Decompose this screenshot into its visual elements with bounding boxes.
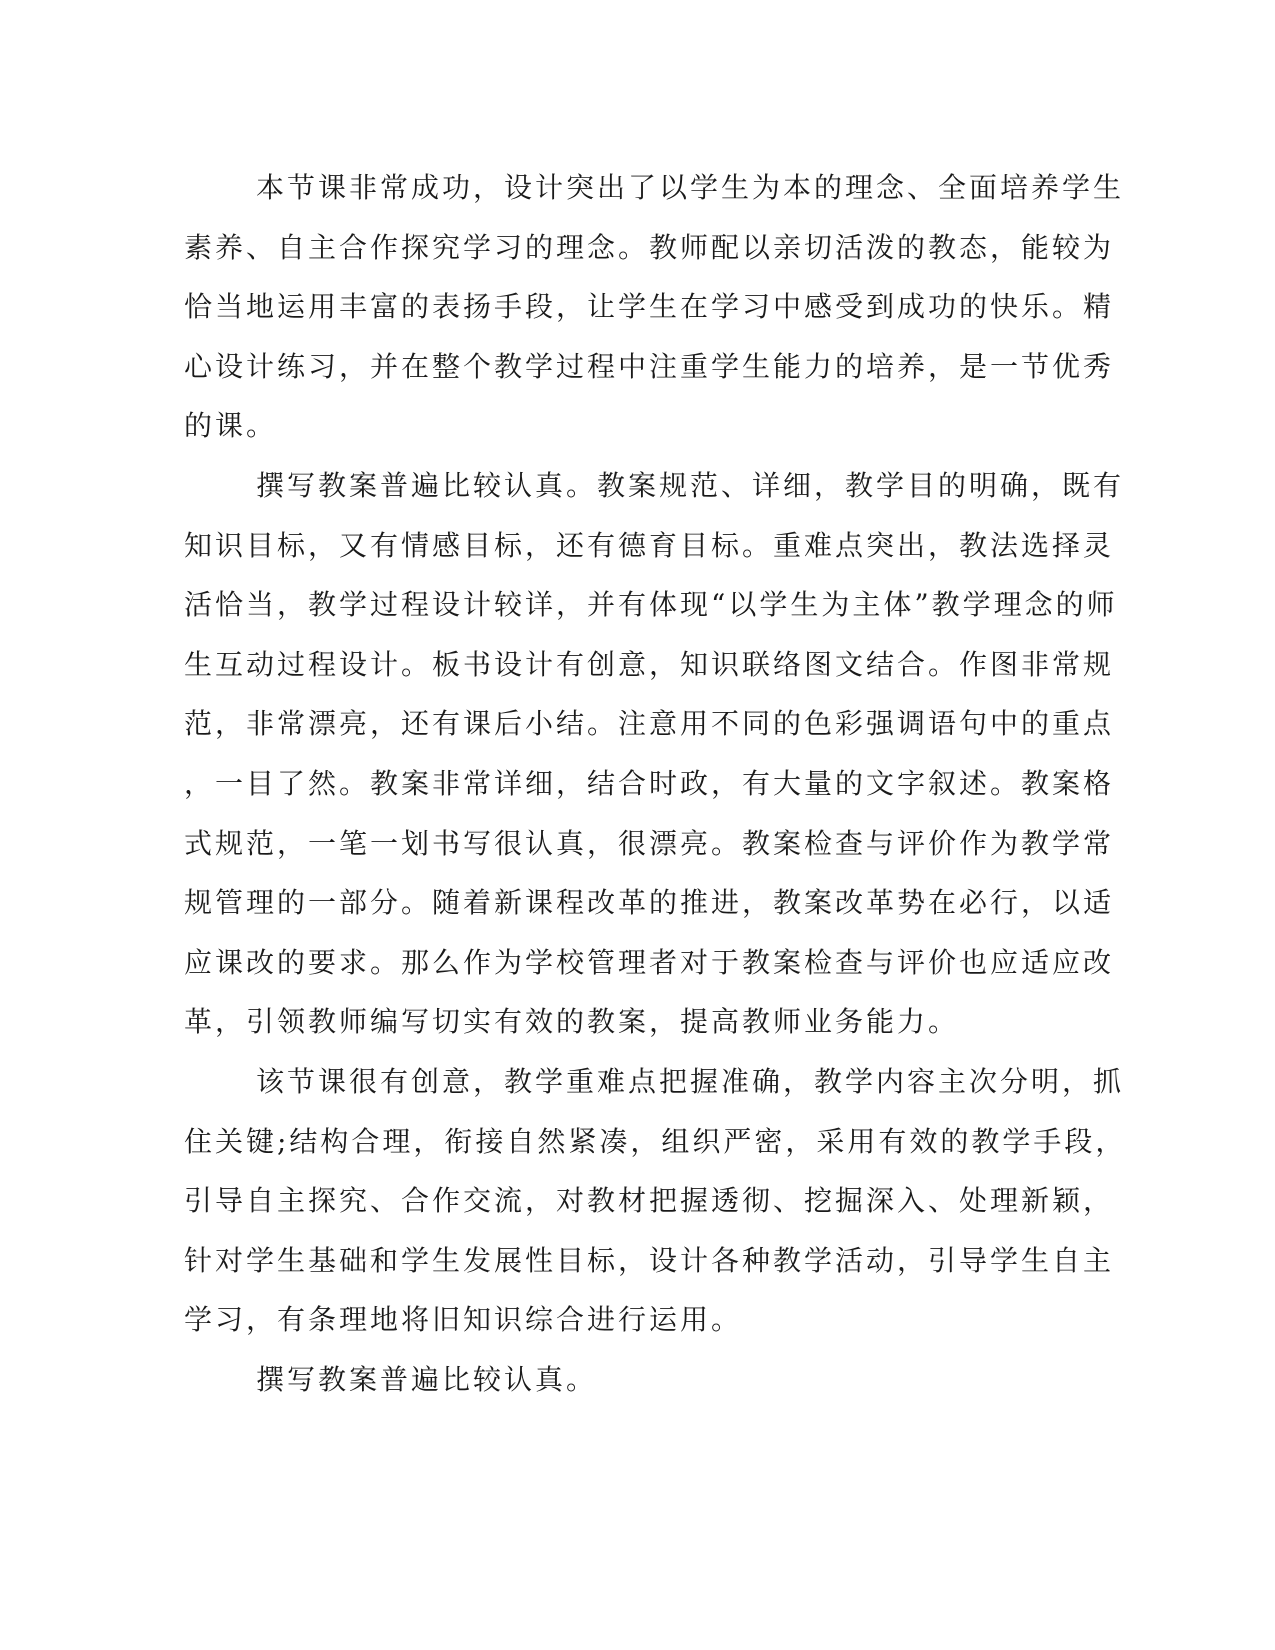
paragraph-4 bbox=[184, 1350, 1044, 1410]
text-line: 学习，有条理地将旧知识综合进行运用。 bbox=[184, 1303, 743, 1337]
text-line: 的课。 bbox=[184, 409, 278, 443]
text-line: 知识目标，又有情感目标，还有德育目标。重难点突出，教法选择灵 bbox=[184, 528, 1115, 562]
text-line: 撰写教案普遍比较认真。教案规范、详细，教学目的明确，既有 bbox=[256, 468, 1125, 502]
text-line: 式规范，一笔一划书写很认真，很漂亮。教案检查与评价作为教学常 bbox=[184, 826, 1115, 860]
text-line: 恰当地运用丰富的表扬手段，让学生在学习中感受到成功的快乐。精 bbox=[184, 290, 1115, 324]
text-line: 针对学生基础和学生发展性目标，设计各种教学活动，引导学生自主 bbox=[184, 1243, 1115, 1277]
text-line: 生互动过程设计。板书设计有创意，知识联络图文结合。作图非常规 bbox=[184, 647, 1115, 681]
text-line: 本节课非常成功，设计突出了以学生为本的理念、全面培养学生 bbox=[256, 171, 1125, 204]
paragraph-2 bbox=[184, 456, 1125, 1052]
text-line: 活恰当，教学过程设计较详，并有体现“以学生为主体”教学理念的师 bbox=[184, 588, 1118, 622]
text-line: 该节课很有创意，教学重难点把握准确，教学内容主次分明，抓 bbox=[256, 1064, 1125, 1098]
paragraph-3 bbox=[184, 1052, 1127, 1350]
text-line: 引导自主探究、合作交流，对教材把握透彻、挖掘深入、处理新颖， bbox=[184, 1184, 1115, 1218]
text-line: 素养、自主合作探究学习的理念。教师配以亲切活泼的教态，能较为 bbox=[184, 230, 1115, 264]
text-line: 住关键;结构合理，衔接自然紧凑，组织严密，采用有效的教学手段， bbox=[184, 1124, 1127, 1158]
text-line: 规管理的一部分。随着新课程改革的推进，教案改革势在必行，以适 bbox=[184, 886, 1115, 920]
paragraph-1 bbox=[184, 158, 1125, 456]
text-line: ，一目了然。教案非常详细，结合时政，有大量的文字叙述。教案格 bbox=[184, 766, 1115, 800]
text-line: 革，引领教师编写切实有效的教案，提高教师业务能力。 bbox=[184, 1005, 960, 1039]
text-line: 应课改的要求。那么作为学校管理者对于教案检查与评价也应适应改 bbox=[184, 945, 1115, 979]
document-body bbox=[184, 158, 1127, 1409]
text-line: 心设计练习，并在整个教学过程中注重学生能力的培养，是一节优秀 bbox=[184, 349, 1115, 383]
text-line: 撰写教案普遍比较认真。 bbox=[256, 1362, 598, 1396]
text-line: 范，非常漂亮，还有课后小结。注意用不同的色彩强调语句中的重点 bbox=[184, 707, 1115, 741]
